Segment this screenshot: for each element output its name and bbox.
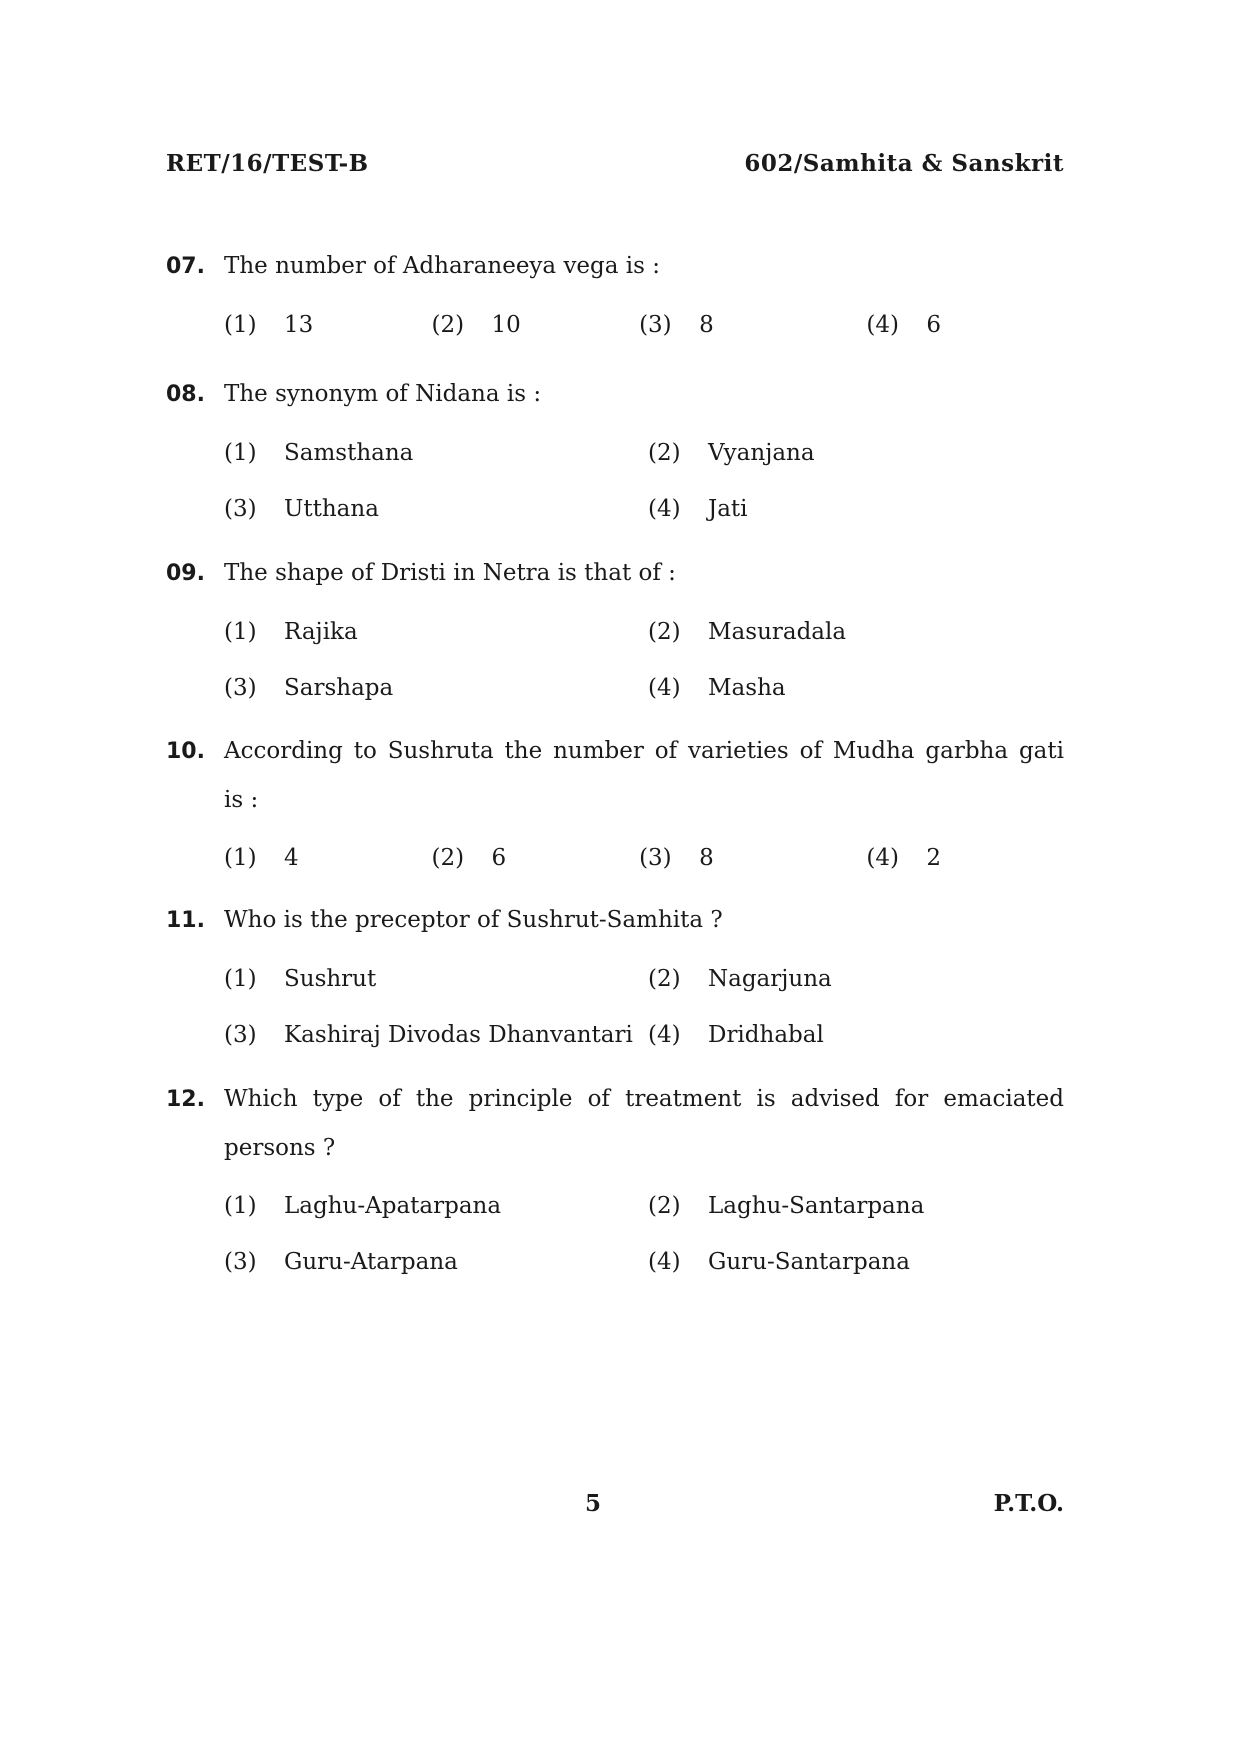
question-12 <box>166 1075 1064 1290</box>
question-text: Who is the preceptor of Sushrut-Samhita ? <box>224 907 723 933</box>
options <box>166 830 1064 886</box>
option-4[interactable]: (4) 6 <box>866 312 941 338</box>
question-08 <box>166 370 1064 537</box>
question-number: 11. <box>166 908 205 933</box>
page-footer <box>166 1490 1064 1524</box>
question-number: 12. <box>166 1087 205 1112</box>
pto-mark: P.T.O. <box>993 1490 1064 1517</box>
option-3[interactable]: (3) Kashiraj Divodas Dhanvantari <box>224 1022 633 1048</box>
question-number: 10. <box>166 739 205 764</box>
header-test-code: RET/16/TEST-B <box>166 149 369 177</box>
question-10 <box>166 727 1064 886</box>
page-header <box>166 146 1064 180</box>
option-3[interactable]: (3) 8 <box>639 845 714 871</box>
option-2[interactable]: (2) Vyanjana <box>648 440 815 466</box>
question-number: 09. <box>166 561 205 586</box>
options <box>166 1178 1064 1290</box>
options <box>166 604 1064 716</box>
question-text-continued: is : <box>224 787 259 813</box>
option-3[interactable]: (3) Sarshapa <box>224 675 394 701</box>
question-text: According to Sushruta the number of varieties of Mudha garbha gati <box>224 738 1064 764</box>
options <box>166 425 1064 537</box>
question-09 <box>166 549 1064 716</box>
option-1[interactable]: (1) Rajika <box>224 619 358 645</box>
option-2[interactable]: (2) 10 <box>431 312 521 338</box>
option-1[interactable]: (1) Sushrut <box>224 966 377 992</box>
question-number: 07. <box>166 254 205 279</box>
question-text: The number of Adharaneeya vega is : <box>224 253 661 279</box>
options <box>166 951 1064 1063</box>
option-4[interactable]: (4) Dridhabal <box>648 1022 824 1048</box>
option-3[interactable]: (3) Utthana <box>224 496 379 522</box>
option-2[interactable]: (2) Laghu-Santarpana <box>648 1193 925 1219</box>
option-3[interactable]: (3) 8 <box>639 312 714 338</box>
option-1[interactable]: (1) Samsthana <box>224 440 414 466</box>
option-1[interactable]: (1) 4 <box>224 845 299 871</box>
question-text-continued: persons ? <box>224 1135 336 1161</box>
option-4[interactable]: (4) 2 <box>866 845 941 871</box>
option-1[interactable]: (1) 13 <box>224 312 314 338</box>
question-number: 08. <box>166 382 205 407</box>
header-subject: 602/Samhita & Sanskrit <box>744 149 1064 177</box>
option-2[interactable]: (2) Nagarjuna <box>648 966 832 992</box>
option-4[interactable]: (4) Guru-Santarpana <box>648 1249 910 1275</box>
question-11 <box>166 896 1064 1063</box>
question-text: The synonym of Nidana is : <box>224 381 542 407</box>
option-1[interactable]: (1) Laghu-Apatarpana <box>224 1193 502 1219</box>
option-3[interactable]: (3) Guru-Atarpana <box>224 1249 458 1275</box>
question-07 <box>166 242 1064 353</box>
option-4[interactable]: (4) Masha <box>648 675 786 701</box>
page-number: 5 <box>584 1490 601 1517</box>
options <box>166 297 1064 353</box>
option-2[interactable]: (2) Masuradala <box>648 619 847 645</box>
question-text: Which type of the principle of treatment is advised for emaciated <box>224 1086 1064 1112</box>
option-4[interactable]: (4) Jati <box>648 496 748 522</box>
question-text: The shape of Dristi in Netra is that of : <box>224 560 676 586</box>
option-2[interactable]: (2) 6 <box>431 845 507 871</box>
